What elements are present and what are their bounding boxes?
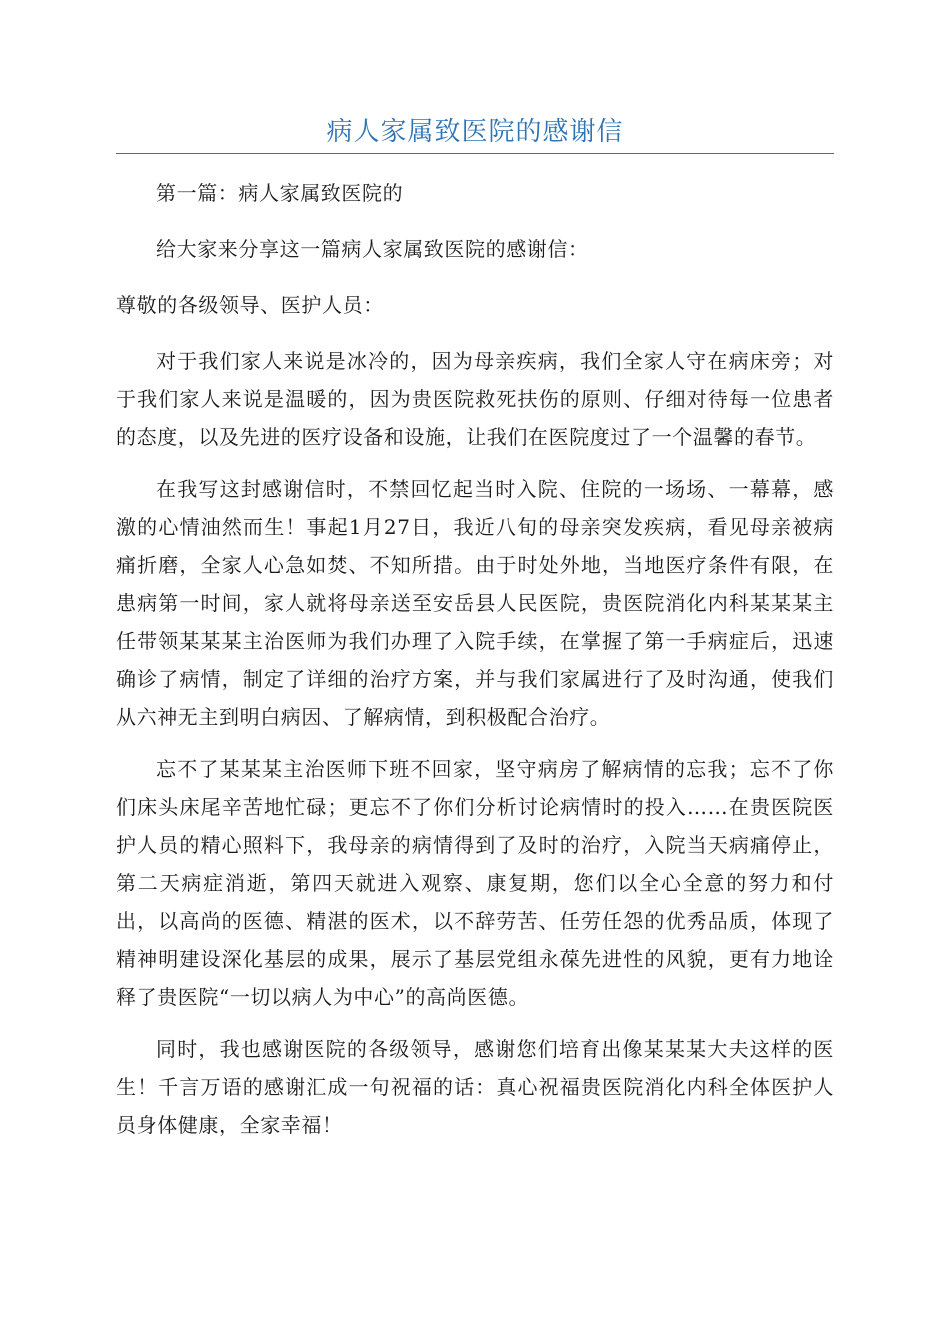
paragraph-body-3: 忘不了某某某主治医师下班不回家，坚守病房了解病情的忘我；忘不了你们床头床尾辛苦地忙碌；更忘不了你们分析讨论病情时的投入……在贵医院医护人员的精心照料下，我母亲的病情得到了及时的治疗，入院当天病痛停止，第二天病症消逝，第四天就进入观察、康复期，您们以全心全意的努力和付出，以高尚的医德、精湛的医术，以不辞劳苦、任劳任怨的优秀品质，体现了精神明建设深化基层的成果，展示了基层党组永葆先进性的风貌，更有力地诠释了贵医院“一切以病人为中心”的高尚医德。 xyxy=(116,757,834,1009)
paragraph-salutation: 尊敬的各级领导、医护人员： xyxy=(116,293,384,317)
document-title: 病人家属致医院的感谢信 xyxy=(326,117,624,147)
paragraph-body-1: 对于我们家人来说是冰冷的，因为母亲疾病，我们全家人守在病床旁；对于我们家人来说是温暖的，因为贵医院救死扶伤的原则、仔细对待每一位患者的态度，以及先进的医疗设备和设施，让我们在医院度过了一个温馨的春节。 xyxy=(116,349,834,449)
paragraph-heading: 第一篇：病人家属致医院的 xyxy=(156,181,404,205)
paragraph-intro: 给大家来分享这一篇病人家属致医院的感谢信： xyxy=(156,237,589,261)
document-body xyxy=(116,174,834,1158)
title-underline xyxy=(116,153,834,154)
paragraph-body-4: 同时，我也感谢医院的各级领导，感谢您们培育出像某某某大夫这样的医生！千言万语的感谢汇成一句祝福的话：真心祝福贵医院消化内科全体医护人员身体健康，全家幸福！ xyxy=(116,1037,834,1137)
paragraph-body-2: 在我写这封感谢信时，不禁回忆起当时入院、住院的一场场、一幕幕，感激的心情油然而生！事起1月27日，我近八旬的母亲突发疾病，看见母亲被病痛折磨，全家人心急如焚、不知所措。由于时处外地，当地医疗条件有限，在患病第一时间，家人就将母亲送至安岳县人民医院，贵医院消化内科某某某主任带领某某某主治医师为我们办理了入院手续，在掌握了第一手病症后，迅速确诊了病情，制定了详细的治疗方案，并与我们家属进行了及时沟通，使我们从六神无主到明白病因、了解病情，到积极配合治疗。 xyxy=(116,477,834,729)
